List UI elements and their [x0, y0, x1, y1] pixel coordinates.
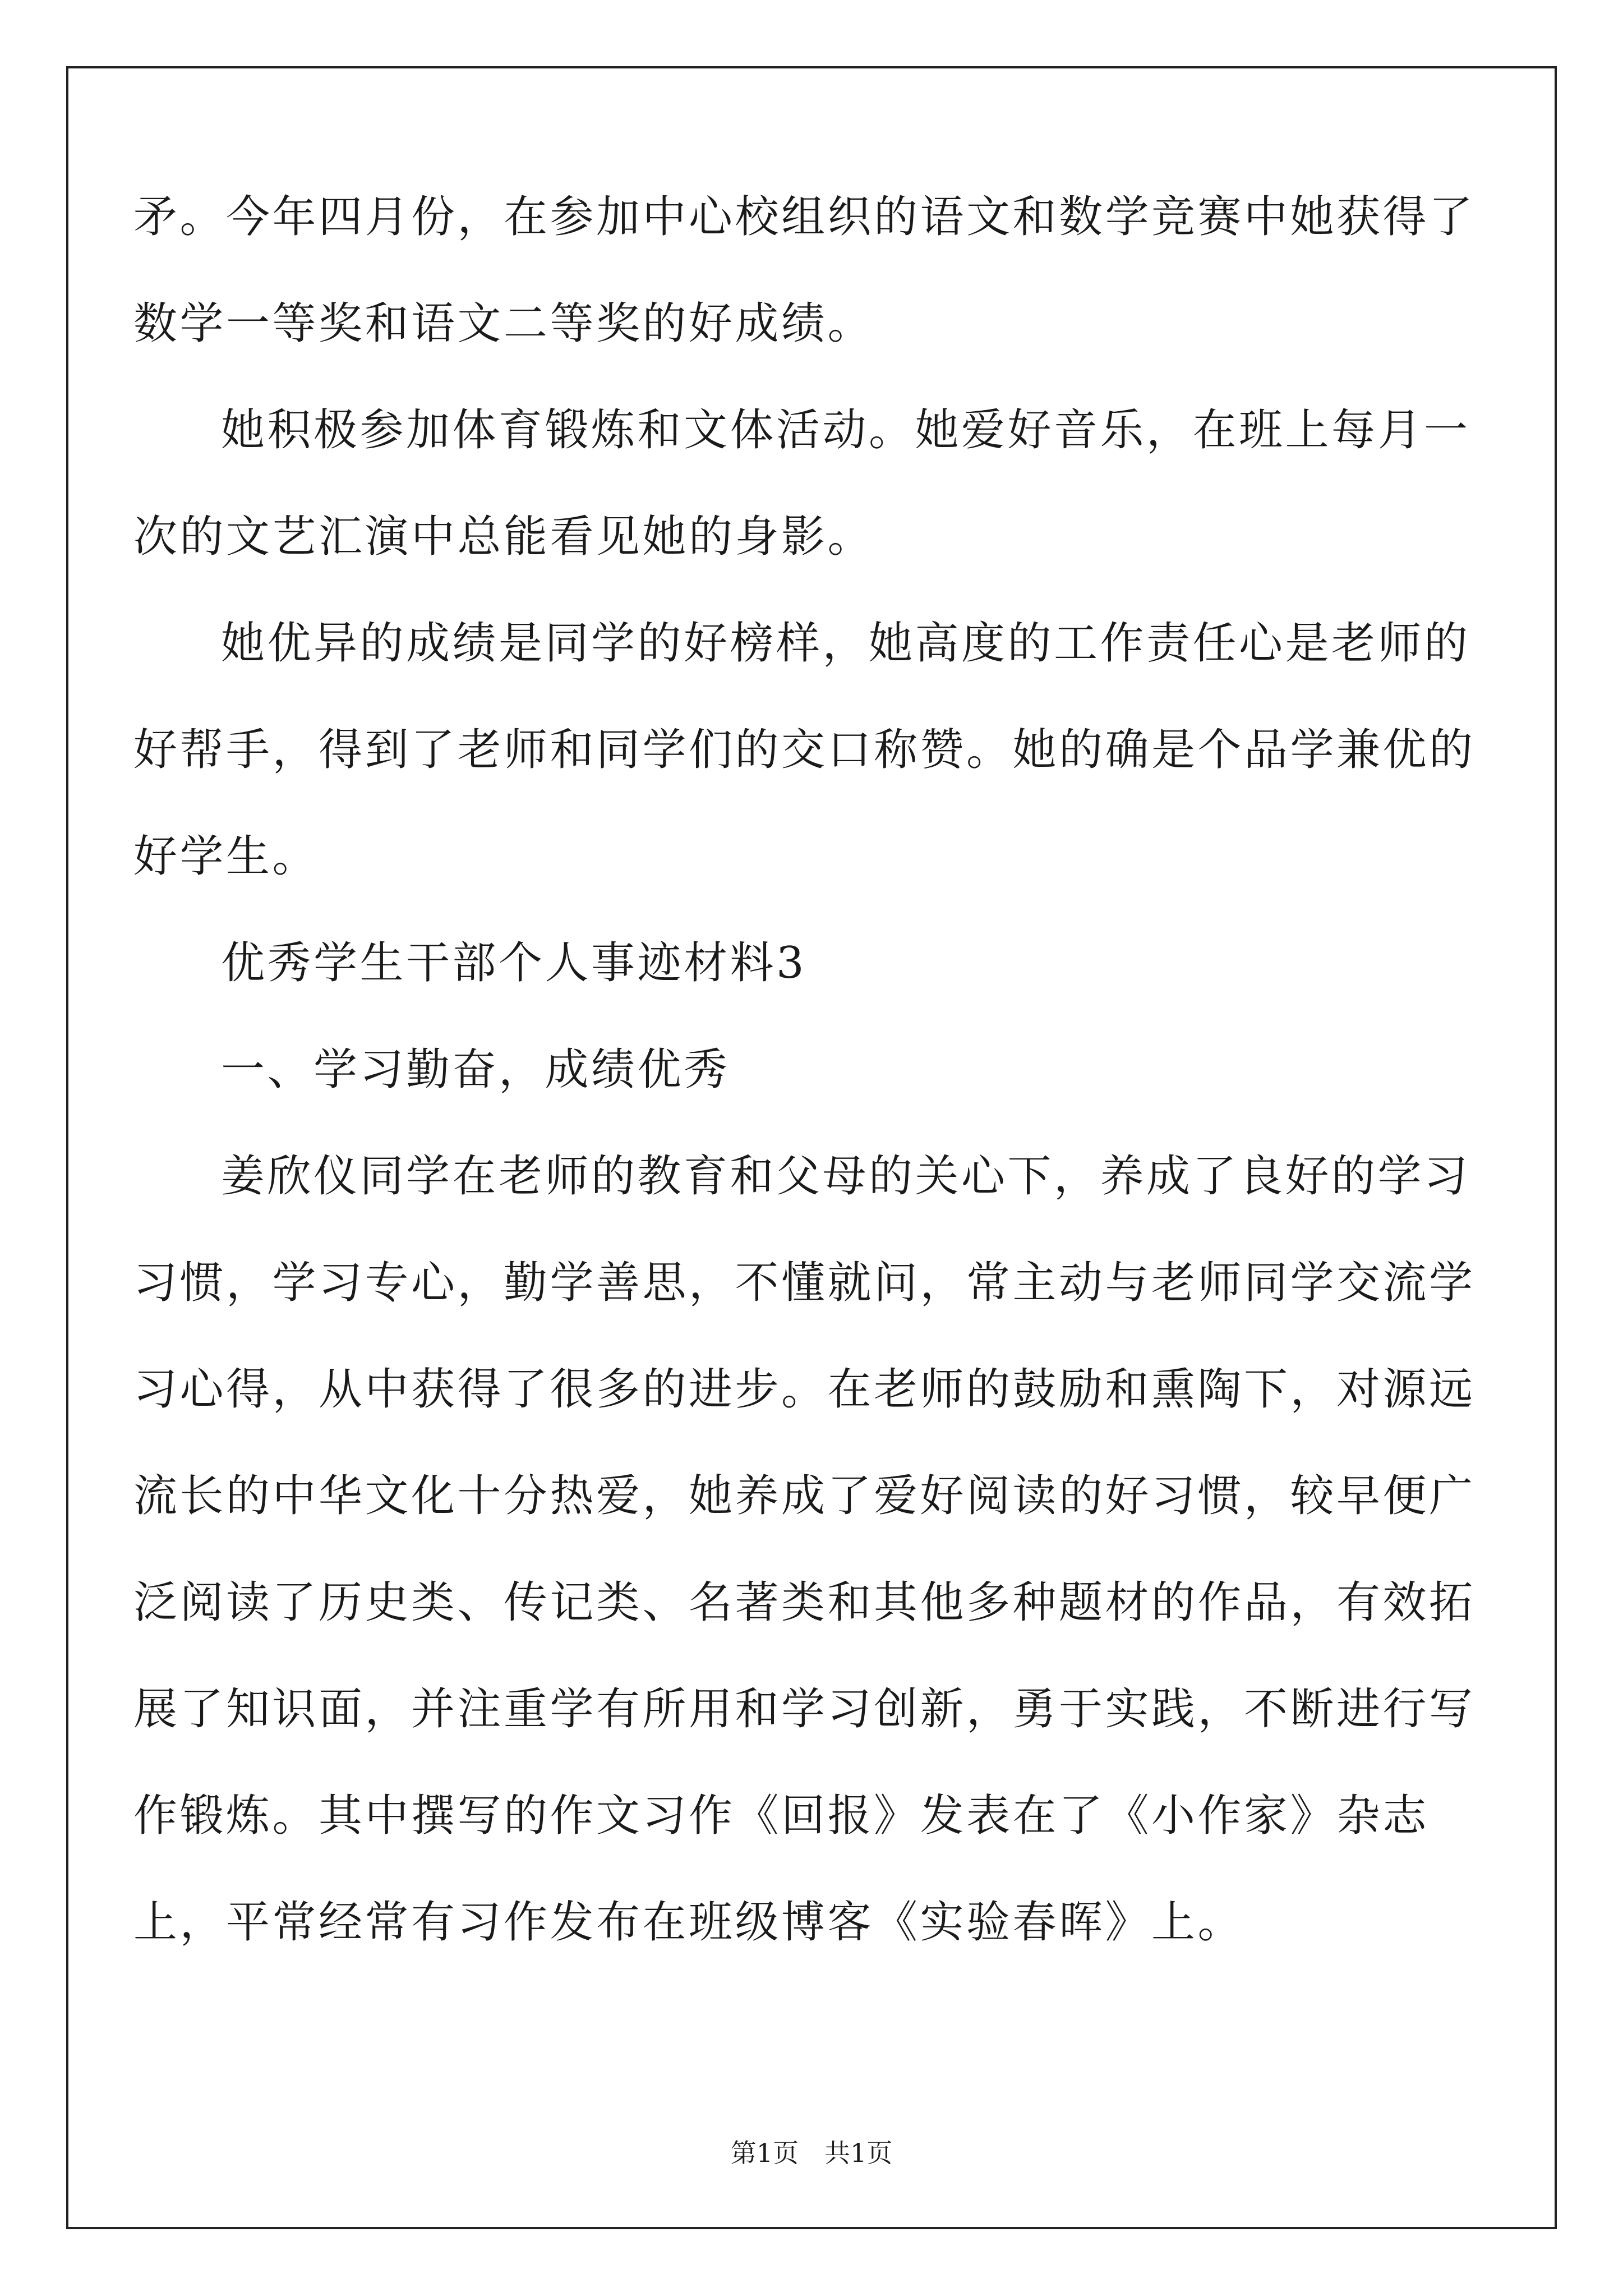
- page-number: 第1页 共1页: [730, 2138, 893, 2168]
- paragraph-3: 她优异的成绩是同学的好榜样，她高度的工作责任心是老师的好帮手，得到了老师和同学们的交口称赞。她的确是个品学兼优的好学生。: [133, 618, 1476, 882]
- section-title: 优秀学生干部个人事迹材料3: [221, 938, 807, 988]
- paragraph-1: 矛。今年四月份，在参加中心校组织的语文和数学竞赛中她获得了数学一等奖和语文二等奖的好成绩。: [133, 192, 1476, 349]
- document-body: [133, 164, 1487, 2099]
- paragraph-2: 她积极参加体育锻炼和文体活动。她爱好音乐，在班上每月一次的文艺汇演中总能看见她的身影。: [133, 405, 1470, 562]
- paragraph-6: 姜欣仪同学在老师的教育和父母的关心下，养成了良好的学习习惯，学习专心，勤学善思，不懂就问，常主动与老师同学交流学习心得，从中获得了很多的进步。在老师的鼓励和熏陶下，对源远流长的中华文化十分热爱，她养成了爱好阅读的好习惯，较早便广泛阅读了历史类、传记类、名著类和其他多种题材的作品，有效拓展了知识面，并注重学有所用和学习创新，勇于实践，不断进行写作锻炼。其中撰写的作文习作《回报》发表在了《小作家》杂志上，平常经常有习作发布在班级博客《实验春晖》上。: [133, 1151, 1476, 1948]
- subsection-heading: 一、学习勤奋，成绩优秀: [221, 1045, 730, 1095]
